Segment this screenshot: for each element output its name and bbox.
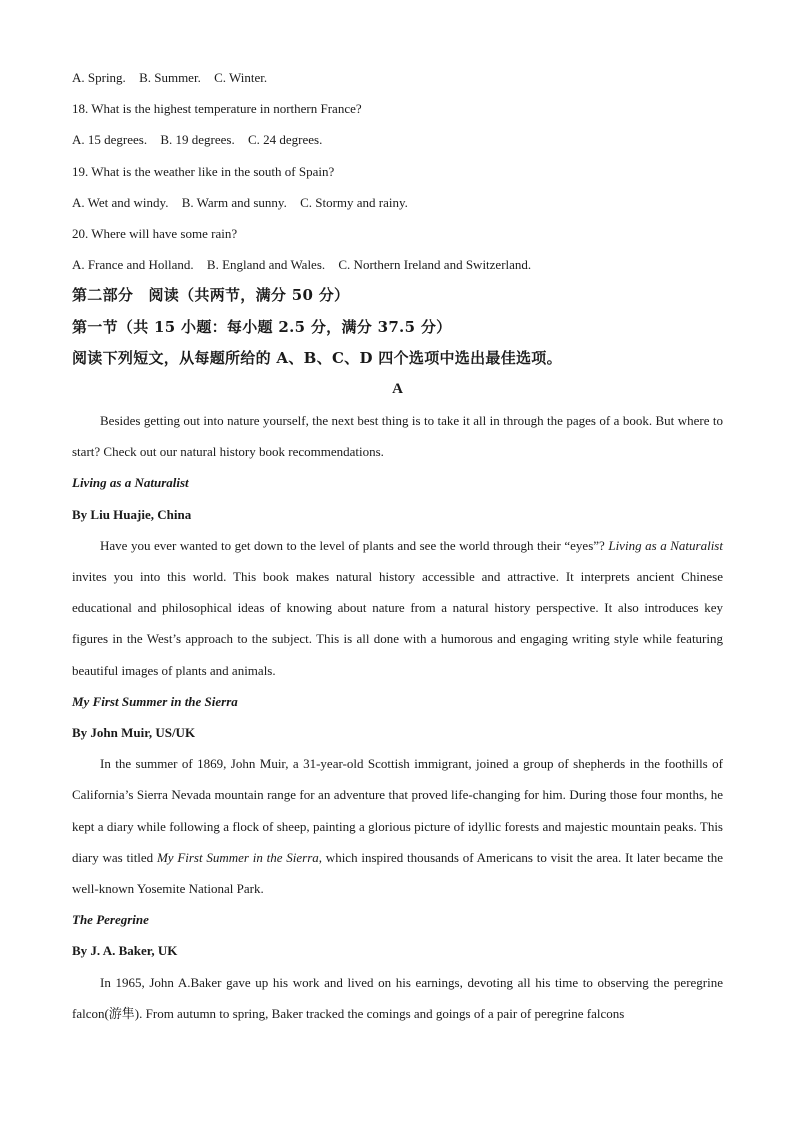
subsection-heading: 第一节（共 15 小题：每小题 2.5 分，满分 37.5 分） — [72, 317, 452, 336]
q18-stem: 18. What is the highest temperature in northern France? — [72, 101, 362, 117]
text: , which inspired thousands of Americans to visit the area. It later became the well-known Yosemite National Park. — [72, 849, 723, 897]
passage-label: A — [392, 380, 403, 397]
instruction: 阅读下列短文，从每题所给的 A、B、C、D 四个选项中选出最佳选项。 — [72, 348, 562, 367]
option-c: C. Northern Ireland and Switzerland. — [338, 257, 532, 273]
book-author: By J. A. Baker, UK — [72, 943, 178, 959]
book-author: By John Muir, US/UK — [72, 725, 196, 741]
book-title: The Peregrine — [72, 912, 149, 928]
q18-options — [72, 124, 723, 155]
intro-paragraph: Besides getting out into nature yourself, the next best thing is to take it all in through the pages of a book. But where to start? Check out our natural history book recommendations. — [72, 413, 723, 460]
text: In 1965, John A.Baker gave up his work and lived on his earnings, devoting all his time to observing the peregrine falcon(游隼). From autumn to spring, Baker tracked the comings and goings of a pair of peregrine falcons — [72, 974, 723, 1021]
text: Have you ever wanted to get down to the level of plants and see the world through their “eyes”? — [100, 537, 609, 553]
option-b: B. England and Wales. — [206, 257, 326, 273]
option-a: A. Spring. — [72, 70, 126, 85]
book-title: My First Summer in the Sierra — [72, 693, 238, 709]
q20-stem: 20. Where will have some rain? — [72, 225, 238, 241]
q19-options — [72, 187, 723, 218]
option-c: C. Stormy and rainy. — [300, 194, 408, 210]
text: invites you into this world. This book makes natural history accessible and attractive. It interprets ancient Chinese educational and philosophical ideas of knowing about nature from a natural history perspective. It also introduces key figures in the West’s approach to the subject. This is all done with a humorous and engaging writing style while featuring beautiful images of plants and animals. — [72, 569, 723, 678]
option-a: A. France and Holland. — [72, 257, 194, 273]
option-b: B. Summer. — [139, 70, 201, 85]
book-paragraph — [72, 748, 723, 904]
option-a: A. 15 degrees. — [72, 132, 148, 148]
exam-page — [72, 62, 723, 1029]
italic-title: Living as a Naturalist — [608, 537, 723, 553]
q17-options — [72, 62, 723, 93]
italic-title: My First Summer in the Sierra — [156, 849, 319, 865]
option-b: B. Warm and sunny. — [181, 194, 287, 210]
q19-stem: 19. What is the weather like in the south of Spain? — [72, 163, 335, 179]
book-author: By Liu Huajie, China — [72, 506, 192, 522]
option-c: C. Winter. — [214, 70, 268, 85]
q20-options — [72, 249, 723, 280]
book-paragraph — [72, 967, 723, 1029]
book-title: Living as a Naturalist — [72, 475, 189, 491]
book-paragraph — [72, 530, 723, 686]
section-heading: 第二部分 阅读（共两节，满分 50 分） — [72, 286, 350, 305]
text: In the summer of 1869, John Muir, a 31-year-old Scottish immigrant, joined a group of shepherds in the foothills of California’s Sierra Nevada mountain range for an adventure that proved life-changing for him. During those four months, he kept a diary while following a flock of sheep, painting a glorious picture of idyllic forests and majestic mountain peaks. This diary was titled — [72, 756, 723, 865]
option-c: C. 24 degrees. — [247, 132, 323, 148]
option-b: B. 19 degrees. — [160, 132, 235, 148]
option-a: A. Wet and windy. — [72, 194, 169, 210]
